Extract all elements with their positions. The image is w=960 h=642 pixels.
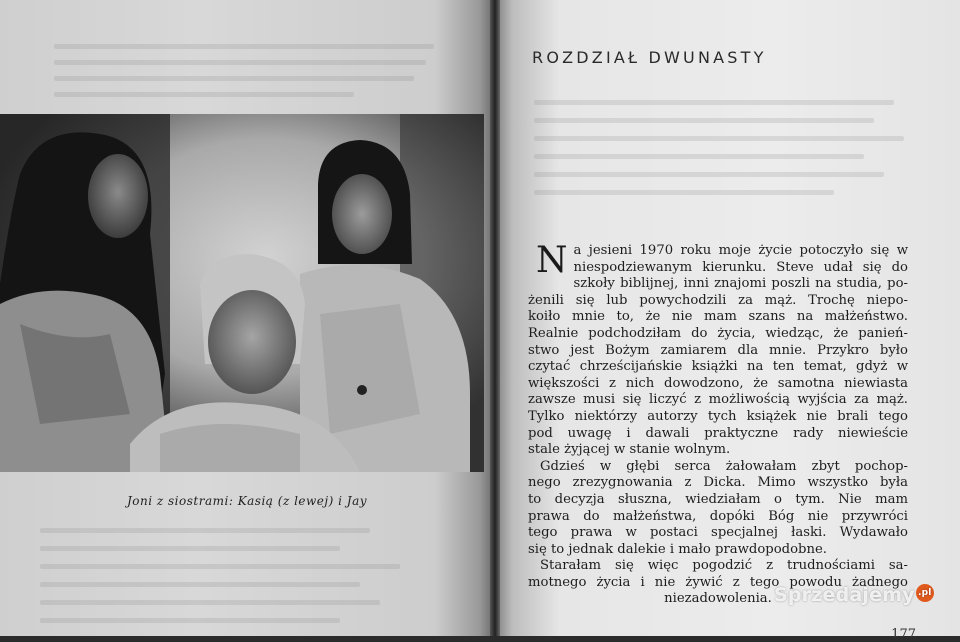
bleed-through-line [54, 44, 434, 49]
page-number: 177 [891, 627, 916, 642]
photograph-three-sisters [0, 114, 484, 472]
bleed-through-line [534, 136, 904, 141]
bleed-through-line [534, 118, 874, 123]
photo-caption: Joni z siostrami: Kasią (z lewej) i Jay [126, 494, 368, 508]
text-line: Realnie podchodziłam do życia, wiedząc, że panień- [528, 325, 908, 341]
bleed-through-line [40, 582, 360, 587]
bleed-through-line [54, 76, 414, 81]
text-line: zawsze musi się liczyć z możliwością wyjścia za mąż. [528, 392, 908, 408]
book-gutter [490, 0, 500, 636]
text-line: koiło mnie to, że nie mam szans na małżeństwo. [528, 309, 908, 325]
text-line: motnego życia i nie żywić z tego powodu żadnego [528, 574, 908, 590]
bleed-through-line [40, 564, 400, 569]
text-line: Tylko niektórzy autorzy tych książek nie brali tego [528, 408, 908, 424]
bleed-through-line [40, 528, 370, 533]
text-line: się to jednak dalekie i mało prawdopodobne. [528, 541, 827, 557]
bleed-through-line [534, 172, 884, 177]
text-line: szkoły biblijnej, inni znajomi poszli na studia, po- [573, 276, 908, 292]
text-line: a jesieni 1970 roku moje życie potoczyło się w [573, 243, 908, 258]
bleed-through-line [534, 154, 864, 159]
text-line: nego zrezygnowania z Dicka. Mimo wszystko była [528, 475, 908, 491]
body-text [528, 240, 908, 608]
watermark-text: Sprzedajemy [774, 584, 915, 606]
text-line: niespodziewanym kierunku. Steve udał się do [573, 259, 908, 275]
text-line: prawa do małżeństwa, dopóki Bóg nie przywróci [528, 508, 908, 524]
bleed-through-line [40, 546, 340, 551]
chapter-title: ROZDZIAŁ DWUNASTY [532, 48, 767, 67]
text-line: większości z nich dowodzono, że samotna niewiasta [528, 375, 908, 391]
site-watermark [774, 584, 934, 606]
bleed-through-line [40, 618, 340, 623]
text-line: to decyzja słuszna, wiedziałam o tym. Nie mam [528, 491, 908, 507]
text-line: żenili się lub powychodzili za mąż. Trochę niepo- [528, 292, 908, 308]
bleed-through-line [534, 190, 834, 195]
watermark-tld-badge: .pl [916, 584, 934, 602]
text-line: Gdzieś w głębi serca żałowałam zbyt pochop- [540, 458, 908, 474]
drop-cap: N [536, 240, 568, 281]
text-line: czytać chrześcijańskie książki na ten temat, gdyż w [528, 359, 908, 375]
text-line: tego prawa w postaci specjalnej łaski. Wydawało [528, 525, 908, 541]
text-line: stale żyjącej w stanie wolnym. [528, 442, 731, 458]
bleed-through-line [54, 60, 426, 65]
photo-illustration [0, 114, 484, 472]
text-line: pod uwagę i dawali praktyczne rady niewieście [528, 425, 908, 441]
bleed-through-line [534, 100, 894, 105]
text-line: stwo jest Bożym zamiarem dla mnie. Przykro było [528, 342, 908, 358]
text-line: Starałam się więc pogodzić z trudnościami sa- [540, 558, 908, 574]
bleed-through-line [54, 92, 354, 97]
bleed-through-line [40, 600, 380, 605]
text-line: niezadowolenia. [664, 591, 772, 607]
